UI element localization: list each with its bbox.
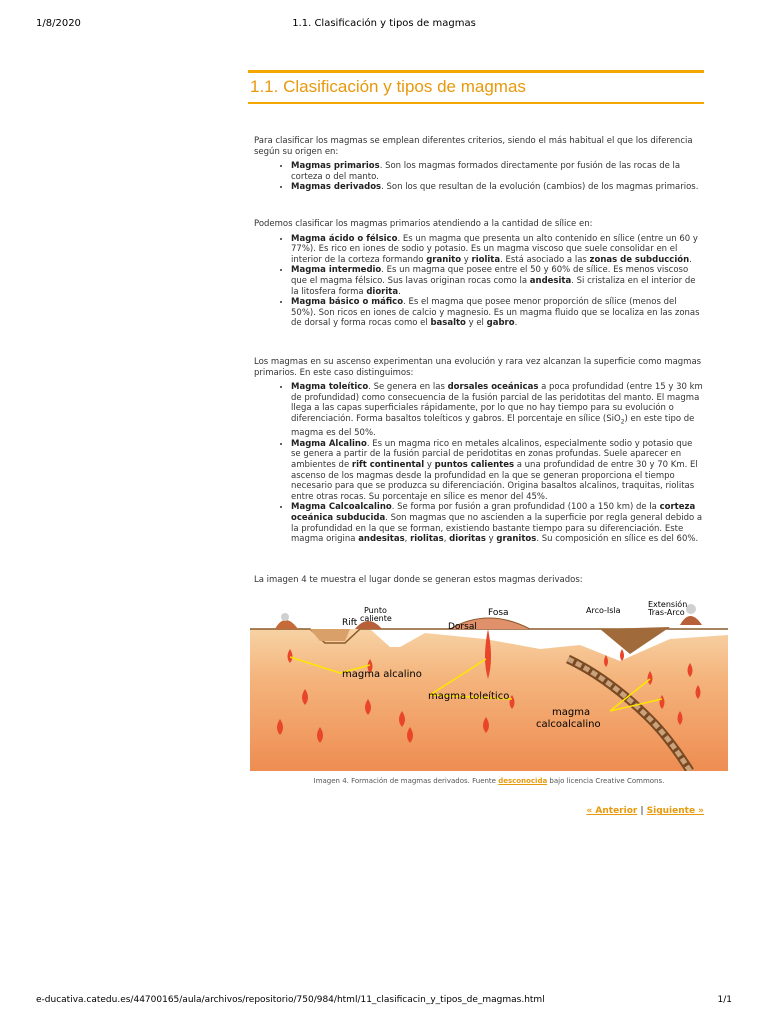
calcalkaline-magma-label: magma <box>552 707 591 719</box>
island-arc-label: Arco-Isla <box>586 606 621 616</box>
back-arc-label: Extensión <box>648 600 688 610</box>
text: . Son magmas que no ascienden a la superficie por regla general debido a la profundidad en la que se forman, existiendo bastante tiempo para su diferenciación. Este magma origina <box>291 512 703 545</box>
text: y el <box>465 318 487 329</box>
text: . Si cristaliza en el interior de la litosfera forma <box>291 275 696 297</box>
alkaline-magma-label: magma alcalino <box>342 669 422 681</box>
nav-separator: | <box>640 806 644 817</box>
text: . Es un magma que posee entre el 50 y 60% de sílice. Es menos viscoso que el magma félsico. Sus lavas originan rocas como la <box>291 265 689 286</box>
term: Magma intermedio <box>291 265 382 276</box>
text: , <box>443 534 450 545</box>
caption-text: Imagen 4. Formación de magmas derivados. Fuente <box>313 777 499 786</box>
term: Magmas primarios <box>291 161 380 172</box>
caption-text: bajo licencia Creative Commons. <box>547 777 665 786</box>
list-item <box>291 234 704 266</box>
term: Magma ácido o félsico <box>291 233 398 244</box>
text: ) en este tipo de magma es del 50%. <box>291 413 695 439</box>
text: . <box>398 286 401 297</box>
term: andesita <box>529 275 572 286</box>
term: basalto <box>430 318 466 329</box>
figure-caption <box>250 777 728 785</box>
term: Magma toleítico <box>291 382 369 393</box>
silica-paragraph: Podemos clasificar los magmas primarios atendiendo a la cantidad de sílice en: <box>254 218 593 229</box>
ascent-paragraph: Los magmas en su ascenso experimentan una evolución y rara vez alcanzan la superficie como magmas primarios. En este caso distinguimos: <box>254 356 702 378</box>
list-item <box>291 382 704 439</box>
ash-cloud <box>281 613 289 621</box>
subscript: 2 <box>620 418 625 426</box>
previous-link[interactable]: « Anterior <box>586 806 638 817</box>
term: riolitas <box>410 534 444 545</box>
term: andesitas <box>358 534 405 545</box>
text: . Se genera en las <box>368 382 448 393</box>
silica-list <box>248 234 704 329</box>
page-title: 1.1. Clasificación y tipos de magmas <box>250 77 526 96</box>
term: gabro <box>486 318 515 329</box>
text: a una profundidad de entre 30 y 70 Km. El ascenso de los magmas desde la profundidad en la que se generan proporciona el tiempo necesario para que se produzca su diferenciación. Origina basaltos alcalinos, traquitas, riolitas entre otras rocas. Su porcentaje en sílice es menor del 45%. <box>291 459 698 502</box>
text: y <box>485 534 497 545</box>
text: . Está asociado a las <box>500 254 590 265</box>
term: corteza oceánica subducida <box>291 502 696 523</box>
term: Magmas derivados <box>291 182 382 193</box>
definition: . Son los que resultan de la evolución (cambios) de los magmas primarios. <box>381 182 699 193</box>
text: . Es un magma rico en metales alcalinos, especialmente sodio y potasio que se genera a partir de la fusión parcial de peridotitas en zonas profundas. Suele aparecer en ambientes de <box>291 438 693 470</box>
text: . Su composición en sílice es del 60%. <box>536 534 699 545</box>
text: . Se forma por fusión a gran profundidad (100 a 150 km) de la <box>391 502 660 513</box>
calcalkaline-magma-label: calcoalcalino <box>536 719 601 731</box>
text: . <box>689 254 692 265</box>
text: . Es el magma que posee menor proporción de sílice (menos del 50%). Son ricos en iones de calcio y magnesio. Es un magma fluido que se localiza en las zonas de dorsal y forma rocas como el <box>291 297 700 329</box>
title-box <box>248 70 704 104</box>
article <box>248 70 704 816</box>
print-header-title: 1.1. Clasificación y tipos de magmas <box>292 18 476 29</box>
magma-figure <box>250 599 728 785</box>
tholeiitic-magma-label: magma toleítico <box>428 691 510 703</box>
text: , <box>404 534 411 545</box>
hotspot-label: caliente <box>360 614 392 624</box>
list-item <box>291 182 704 193</box>
list-item <box>291 265 704 297</box>
image-intro: La imagen 4 te muestra el lugar donde se generan estos magmas derivados: <box>254 574 583 585</box>
hotspot-label: Punto <box>364 606 387 616</box>
text: . Es un magma que presenta un alto contenido en sílice (entre un 60 y 77%). Es rico en iones de sodio y potasio. Es un magma viscoso que suele consolidar en el interior de la corteza formando <box>291 233 698 265</box>
text: y <box>424 459 435 470</box>
list-item <box>291 297 704 329</box>
print-page-number: 1/1 <box>717 995 732 1005</box>
term: Magma básico o máfico <box>291 297 404 308</box>
list-item <box>291 161 704 182</box>
magma-illustration <box>250 599 728 771</box>
term: granitos <box>496 534 537 545</box>
text: . <box>514 318 518 329</box>
text: a poca profundidad (entre 15 y 30 km de profundidad) como consecuencia de la fusión parcial de las peridotitas del manto. El magma llega a las capas superficiales rápidamente, por lo que no hay tiempo para su evolución o diferenciación. Forma basaltos toleíticos y gabros. El porcentaje en sílice (SiO <box>291 382 703 424</box>
rift-label: Rift <box>342 618 358 629</box>
list-item <box>291 502 704 544</box>
term: Magma Alcalino <box>291 438 367 449</box>
definition: . Son los magmas formados directamente por fusión de las rocas de la corteza o del manto. <box>291 161 681 182</box>
term: diorita <box>366 286 399 297</box>
term: riolita <box>471 254 501 265</box>
origin-list <box>248 161 704 193</box>
print-date: 1/8/2020 <box>36 18 81 29</box>
term: puntos calientes <box>434 459 515 470</box>
next-link[interactable]: Siguiente » <box>646 806 704 817</box>
term: rift continental <box>351 459 425 470</box>
text: y <box>461 254 472 265</box>
term: granito <box>426 254 462 265</box>
ash-cloud <box>686 604 696 614</box>
back-arc-label: Tras-Arco <box>648 608 685 618</box>
print-footer-url: e-ducativa.catedu.es/44700165/aula/archivos/repositorio/750/984/html/11_clasificacin_y_tipos_de_magmas.html <box>36 995 545 1005</box>
term: zonas de subducción <box>589 254 690 265</box>
term: dioritas <box>449 534 486 545</box>
trench-label: Fosa <box>488 608 509 619</box>
term: Magma Calcoalcalino <box>291 502 392 513</box>
term: dorsales oceánicas <box>447 382 539 393</box>
intro-paragraph: Para clasificar los magmas se emplean diferentes criterios, siendo el más habitual el que los diferencia según su origen en: <box>254 136 693 157</box>
pagination <box>248 806 704 816</box>
ascent-list <box>248 382 704 545</box>
dorsal-label: Dorsal <box>448 622 477 633</box>
list-item <box>291 439 704 503</box>
source-link[interactable]: desconocida <box>498 777 548 786</box>
